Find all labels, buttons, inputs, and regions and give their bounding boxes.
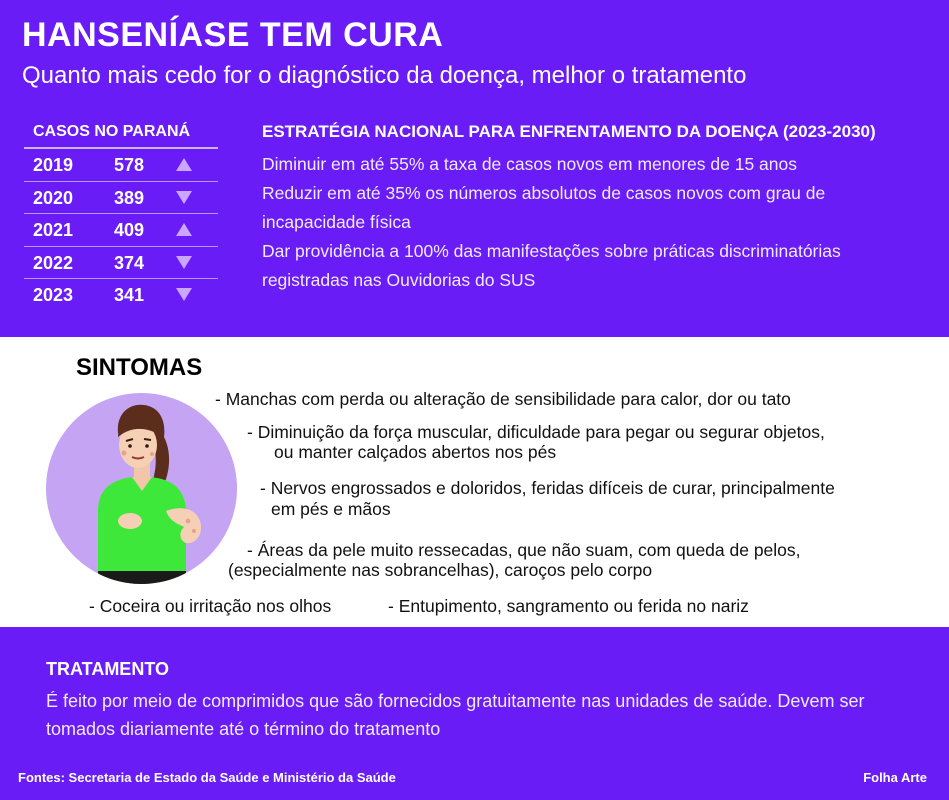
symptom-item: em pés e mãos <box>271 499 391 519</box>
case-value: 341 <box>114 285 145 305</box>
case-value: 374 <box>114 252 145 273</box>
case-year: 2021 <box>33 220 74 240</box>
strategy-item: Diminuir em até 55% a taxa de casos novos em menores de 15 anos <box>262 154 798 174</box>
case-value: 389 <box>114 187 145 208</box>
case-year: 2019 <box>33 155 74 175</box>
symptom-item: - Coceira ou irritação nos olhos <box>89 596 332 616</box>
top-section <box>0 0 949 337</box>
sources-footer: Fontes: Secretaria de Estado da Saúde e Ministério da Saúde <box>18 770 396 785</box>
trend-down-icon <box>176 191 192 204</box>
cases-row <box>24 279 218 312</box>
symptom-item: - Entupimento, sangramento ou ferida no nariz <box>388 596 749 616</box>
trend-up-icon <box>176 158 192 171</box>
cases-row <box>24 214 218 247</box>
page-title: HANSENÍASE TEM CURA <box>22 16 444 54</box>
cases-row <box>24 182 218 215</box>
trend-down-icon <box>176 288 192 301</box>
symptoms-heading: SINTOMAS <box>76 354 203 381</box>
symptom-item: (especialmente nas sobrancelhas), caroços pelo corpo <box>228 560 653 580</box>
symptom-item: - Diminuição da força muscular, dificuldade para pegar ou segurar objetos, <box>247 422 825 442</box>
symptom-item: - Nervos engrossados e doloridos, feridas difíceis de curar, principalmente <box>260 478 835 498</box>
treatment-body: É feito por meio de comprimidos que são fornecidos gratuitamente nas unidades de saúde. Devem ser tomados diariamente até o término do tratamento <box>46 691 865 739</box>
symptoms-section <box>0 337 949 627</box>
case-year: 2022 <box>33 252 74 273</box>
symptom-item: - Áreas da pele muito ressecadas, que não suam, com queda de pelos, <box>247 540 801 560</box>
case-year: 2023 <box>33 285 74 305</box>
case-year: 2020 <box>33 187 74 208</box>
strategy-item: Dar providência a 100% das manifestações sobre práticas discriminatórias registradas nas Ouvidorias do SUS <box>262 241 841 290</box>
page-subtitle: Quanto mais cedo for o diagnóstico da doença, melhor o tratamento <box>22 62 747 89</box>
strategy-item: Reduzir em até 35% os números absolutos de casos novos com grau de incapacidade física <box>262 183 826 232</box>
cases-table <box>24 120 218 312</box>
case-value: 578 <box>114 155 145 175</box>
case-value: 409 <box>114 220 145 240</box>
trend-up-icon <box>176 223 192 236</box>
cases-row <box>24 149 218 182</box>
strategy-heading: ESTRATÉGIA NACIONAL PARA ENFRENTAMENTO DA DOENÇA (2023-2030) <box>262 122 876 141</box>
cases-row <box>24 247 218 280</box>
symptom-item: ou manter calçados abertos nos pés <box>274 442 557 462</box>
trend-down-icon <box>176 256 192 269</box>
treatment-heading: TRATAMENTO <box>46 659 169 679</box>
credit-label: Folha Arte <box>863 770 927 785</box>
cases-heading: CASOS NO PARANÁ <box>24 120 218 149</box>
woman-scratching-arm-illustration <box>46 393 237 584</box>
symptom-item: - Manchas com perda ou alteração de sensibilidade para calor, dor ou tato <box>215 389 791 409</box>
treatment-section <box>0 627 949 800</box>
strategy-section <box>262 122 942 295</box>
